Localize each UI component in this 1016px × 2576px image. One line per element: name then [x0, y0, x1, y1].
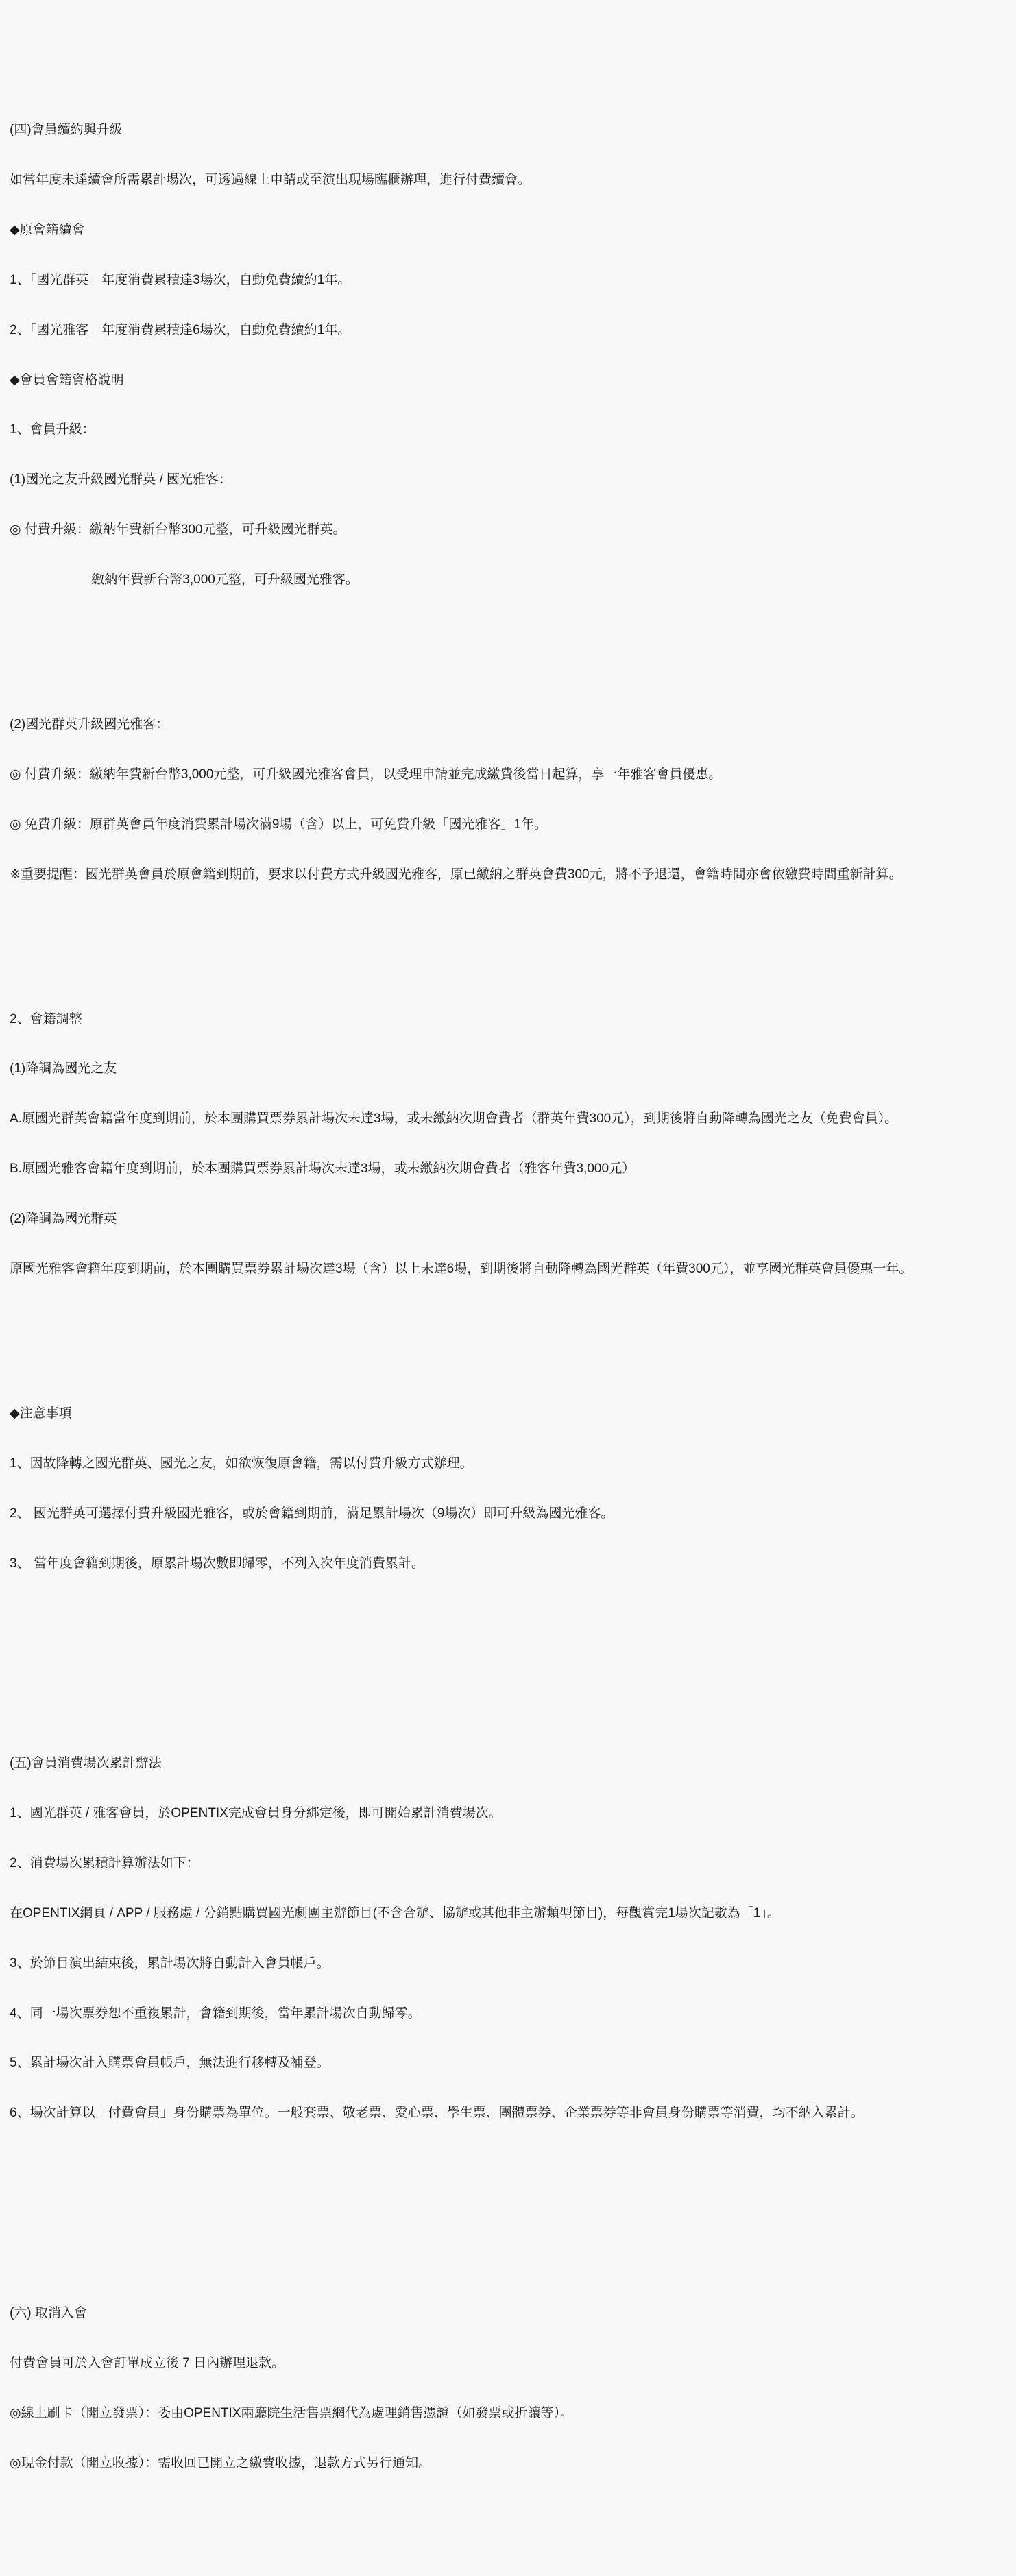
list-item: 1、「國光群英」年度消費累積達3場次，自動免費續約1年。	[10, 272, 351, 287]
paragraph-notes	[10, 1372, 1006, 1605]
continuation-line: 繳納年費新台幣3,000元整，可升級國光雅客。	[10, 573, 359, 588]
paragraph-upgrade-rules	[10, 683, 1006, 916]
text-line: ◎ 免費升級：原群英會員年度消費累計場次滿9場（含）以上，可免費升級「國光雅客」1年。	[10, 817, 547, 832]
bullet-heading: ◆會員會籍資格說明	[10, 372, 124, 387]
paragraph-renewal-rules	[10, 88, 1006, 622]
text-line: ◎ 付費升級：繳納年費新台幣3,000元整，可升級國光雅客會員，以受理申請並完成繳費後當日起算，享一年雅客會員優惠。	[10, 767, 722, 782]
text-line: 付費會員可於入會訂單成立後 7 日內辦理退款。	[10, 2355, 285, 2370]
section-membership-renewal-upgrade	[10, 56, 1006, 1639]
section-cancellation	[10, 2239, 1006, 2538]
list-item: 2、消費場次累積計算辦法如下：	[10, 1855, 199, 1870]
section-heading: (四)會員續約與升級	[10, 123, 123, 138]
list-item: 4、同一場次票券恕不重複累計，會籍到期後，當年累計場次自動歸零。	[10, 2006, 421, 2021]
text-line: ◎ 付費升級：繳納年費新台幣300元整，可升級國光群英。	[10, 522, 346, 538]
list-item: 6、場次計算以「付費會員」身份購票為單位。一般套票、敬老票、愛心票、學生票、團體票券、企業票券等非會員身份購票等消費，均不納入累計。	[10, 2106, 864, 2121]
bullet-heading: ◆注意事項	[10, 1406, 72, 1421]
sub-heading: (2)國光群英升級國光雅客：	[10, 717, 169, 732]
sub-heading: (1)國光之友升級國光群英 / 國光雅客：	[10, 472, 232, 487]
list-item: B.原國光雅客會籍年度到期前，於本團購買票券累計場次未達3場，或未繳納次期會費者（雅客年費3,000元）	[10, 1161, 636, 1177]
paragraph-accumulation-rules	[10, 1722, 1006, 2155]
sub-heading: 2、會籍調整	[10, 1011, 82, 1026]
paragraph-membership-adjustment	[10, 978, 1006, 1311]
list-item: 1、因故降轉之國光群英、國光之友，如欲恢復原會籍，需以付費升級方式辦理。	[10, 1456, 473, 1471]
bullet-heading: ◆原會籍續會	[10, 222, 85, 237]
list-item: 5、累計場次計入購票會員帳戶，無法進行移轉及補登。	[10, 2056, 330, 2071]
list-item: 2、 國光群英可選擇付費升級國光雅客，或於會籍到期前，滿足累計場次（9場次）即可升級為國光雅客。	[10, 1506, 614, 1521]
text-line: 原國光雅客會籍年度到期前，於本團購買票券累計場次達3場（含）以上未達6場，到期後將自動降轉為國光群英（年費300元），並享國光群英會員優惠一年。	[10, 1261, 912, 1276]
sub-heading: (2)降調為國光群英	[10, 1212, 117, 1227]
list-item: 3、 當年度會籍到期後，原累計場次數即歸零，不列入次年度消費累計。	[10, 1556, 424, 1571]
text-line: ◎線上刷卡（開立發票）：委由OPENTIX兩廳院生活售票網代為處理銷售憑證（如發票或折讓等）。	[10, 2405, 573, 2420]
list-item: A.原國光群英會籍當年度到期前，於本團購買票券累計場次未達3場，或未繳納次期會費者（群英年費300元），到期後將自動降轉為國光之友（免費會員）。	[10, 1111, 898, 1127]
section-heading: (五)會員消費場次累計辦法	[10, 1756, 162, 1771]
list-item: 2、「國光雅客」年度消費累積達6場次，自動免費續約1年。	[10, 322, 351, 337]
list-item: 1、國光群英 / 雅客會員，於OPENTIX完成會員身分綁定後，即可開始累計消費場次。	[10, 1805, 502, 1820]
sub-heading: (1)降調為國光之友	[10, 1061, 117, 1076]
text-line: 在OPENTIX網頁 / APP / 服務處 / 分銷點購買國光劇團主辦節目(不含合辦、協辦或其他非主辦類型節目)，每觀賞完1場次記數為「1」。	[10, 1905, 780, 1921]
text-line: 如當年度未達續會所需累計場次，可透過線上申請或至演出現場臨櫃辦理，進行付費續會。	[10, 172, 531, 187]
list-item: 3、於節目演出結束後，累計場次將自動計入會員帳戶。	[10, 1955, 330, 1971]
section-session-accumulation	[10, 1689, 1006, 2189]
text-line: ◎現金付款（開立收據）：需收回已開立之繳費收據，退款方式另行通知。	[10, 2455, 432, 2470]
list-item: 1、會員升級：	[10, 422, 95, 437]
important-note: ※重要提醒：國光群英會員於原會籍到期前，要求以付費方式升級國光雅客，原已繳納之群英會費300元，將不予退還，會籍時間亦會依繳費時間重新計算。	[10, 867, 902, 882]
section-heading: (六) 取消入會	[10, 2305, 87, 2320]
paragraph-cancellation-rules	[10, 2272, 1006, 2505]
